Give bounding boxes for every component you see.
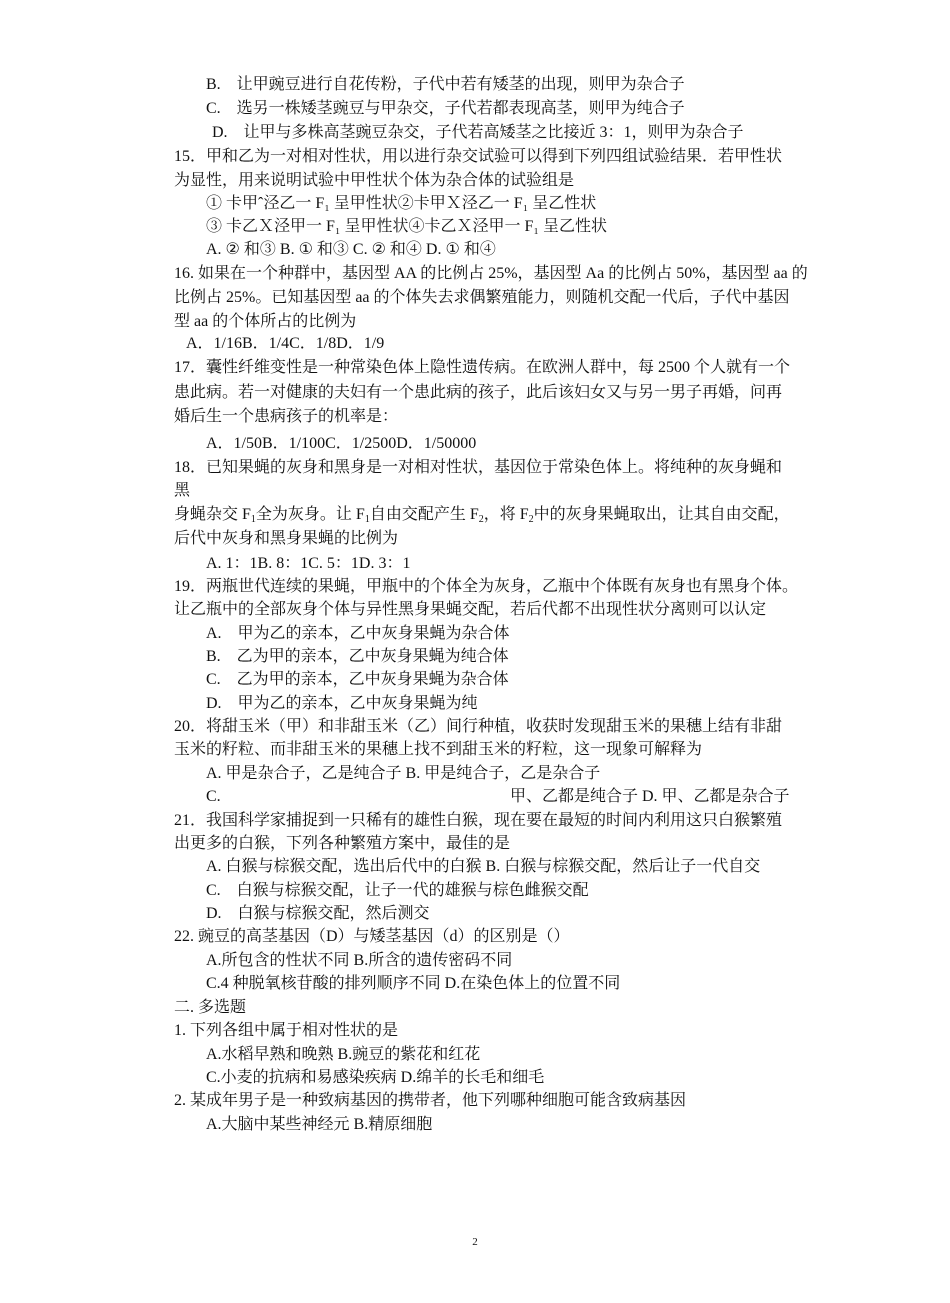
q18-text: 中的灰身果蝇取出，让其自由交配， xyxy=(533,506,790,523)
q17-stem-line-1: 17．囊性纤维变性是一种常染色体上隐性遗传病。在欧洲人群中，每 2500 个人就有一个 xyxy=(174,359,791,376)
q19-option-b: B. 乙为甲的亲本，乙中灰身果蝇为纯合体 xyxy=(206,648,509,665)
q16-options: A．1/16B．1/4C．1/8D．1/9 xyxy=(186,335,385,352)
q18-subscript: 1 xyxy=(250,514,256,525)
q21-options-ab: A. 白猴与棕猴交配，选出后代中的白猴 B. 白猴与棕猴交配，然后让子一代自交 xyxy=(206,858,761,875)
q18-text: 身蝇杂交 F xyxy=(174,506,251,523)
q18-stem-line-2: 黑 xyxy=(174,482,191,499)
q15-cross-row-2: ③ 卡乙Ｘ泾甲一 F₁ 呈甲性状④卡乙Ｘ泾甲一 F₁ 呈乙性状 xyxy=(206,218,607,235)
q20-stem-line-1: 20．将甜玉米（甲）和非甜玉米（乙）间行种植，收获时发现甜玉米的果穗上结有非甜 xyxy=(174,718,783,735)
q18-options: A. 1：1B. 8：1C. 5：1D. 3：1 xyxy=(206,555,411,572)
m2-options-ab: A.大脑中某些神经元 B.精原细胞 xyxy=(206,1116,433,1133)
q17-stem-line-2: 患此病。若一对健康的夫妇有一个患此病的孩子，此后该妇女又与另一男子再婚，问再 xyxy=(174,384,783,401)
q18-subscript: 2 xyxy=(528,514,534,525)
q15-cross-row-1: ① 卡甲ˆ泾乙一 F₁ 呈甲性状②卡甲Ｘ泾乙一 F₁ 呈乙性状 xyxy=(206,195,597,212)
q17-stem-line-3: 婚后生一个患病孩子的机率是： xyxy=(174,408,399,425)
q21-stem-line-2: 出更多的白猴，下列各种繁殖方案中，最佳的是 xyxy=(174,835,511,852)
q20-option-c-label: C. xyxy=(206,788,221,805)
m1-stem: 1. 下列各组中属于相对性状的是 xyxy=(174,1022,399,1039)
q18-stem-line-4: 后代中灰身和黑身果蝇的比例为 xyxy=(174,530,399,547)
q18-text: ，将 F xyxy=(483,506,529,523)
q18-text: 全为灰身。让 F xyxy=(255,506,365,523)
q16-stem-line-2: 比例占 25%。已知基因型 aa 的个体失去求偶繁殖能力，则随机交配一代后，子代中基因 xyxy=(174,289,790,306)
q15-stem-line-1: 15．甲和乙为一对相对性状，用以进行杂交试验可以得到下列四组试验结果．若甲性状 xyxy=(174,148,783,165)
q19-option-c: C. 乙为甲的亲本，乙中灰身果蝇为杂合体 xyxy=(206,671,509,688)
q19-option-a: A. 甲为乙的亲本，乙中灰身果蝇为杂合体 xyxy=(206,625,510,642)
q15-options: A. ② 和③ B. ① 和③ C. ② 和④ D. ① 和④ xyxy=(206,241,496,258)
q21-option-c: C. 白猴与棕猴交配，让子一代的雄猴与棕色雌猴交配 xyxy=(206,882,589,899)
q19-stem-line-1: 19．两瓶世代连续的果蝇，甲瓶中的个体全为灰身，乙瓶中个体既有灰身也有黑身个体。 xyxy=(174,578,799,595)
q22-options-cd: C.4 种脱氧核苷酸的排列顺序不同 D.在染色体上的位置不同 xyxy=(206,975,621,992)
q14-option-b: B. 让甲豌豆进行自花传粉，子代中若有矮茎的出现，则甲为杂合子 xyxy=(206,76,685,93)
q22-options-ab: A.所包含的性状不同 B.所含的遗传密码不同 xyxy=(206,952,513,969)
q15-stem-line-2: 为显性，用来说明试验中甲性状个体为杂合体的试验组是 xyxy=(174,172,575,189)
q16-stem-line-3: 型 aa 的个体所占的比例为 xyxy=(174,313,357,330)
q20-options-ab: A. 甲是杂合子，乙是纯合子 B. 甲是纯合子，乙是杂合子 xyxy=(206,765,601,782)
q20-stem-line-2: 玉米的籽粒、而非甜玉米的果穗上找不到甜玉米的籽粒，这一现象可解释为 xyxy=(174,741,703,758)
q14-option-d: D. 让甲与多株高茎豌豆杂交，子代若高矮茎之比接近 3：1，则甲为杂合子 xyxy=(212,124,744,141)
q16-stem-line-1: 16. 如果在一个种群中，基因型 AA 的比例占 25%，基因型 Aa 的比例占 50%，基因型 aa 的 xyxy=(174,265,808,282)
q18-text: 自由交配产生 F xyxy=(369,506,479,523)
q19-option-d: D. 甲为乙的亲本，乙中灰身果蝇为纯 xyxy=(206,695,478,712)
q21-stem-line-1: 21．我国科学家捕捉到一只稀有的雄性白猴，现在要在最短的时间内利用这只白猴繁殖 xyxy=(174,812,783,829)
page-number: 2 xyxy=(472,1236,478,1248)
q18-stem-line-3 xyxy=(174,504,790,531)
q21-option-d: D. 白猴与棕猴交配，然后测交 xyxy=(206,905,430,922)
m1-options-ab: A.水稻早熟和晚熟 B.豌豆的紫花和红花 xyxy=(206,1046,481,1063)
q22-stem: 22. 豌豆的高茎基因（D）与矮茎基因（d）的区别是（） xyxy=(174,928,570,945)
q14-option-c: C. 选另一株矮茎豌豆与甲杂交，子代若都表现高茎，则甲为纯合子 xyxy=(206,100,685,117)
q19-stem-line-2: 让乙瓶中的全部灰身个体与异性黑身果蝇交配，若后代都不出现性状分离则可以认定 xyxy=(174,601,767,618)
q18-subscript: 2 xyxy=(478,514,484,525)
m2-stem: 2. 某成年男子是一种致病基因的携带者，他下列哪种细胞可能含致病基因 xyxy=(174,1092,687,1109)
m1-options-cd: C.小麦的抗病和易感染疾病 D.绵羊的长毛和细毛 xyxy=(206,1069,545,1086)
q20-options-cd: 甲、乙都是纯合子 D. 甲、乙都是杂合子 xyxy=(510,788,790,805)
q18-subscript: 1 xyxy=(364,514,370,525)
q17-options: A．1/50B．1/100C．1/2500D．1/50000 xyxy=(206,435,477,452)
section-heading-multiple-choice: 二. 多选题 xyxy=(174,999,247,1016)
q18-stem-line-1: 18．已知果蝇的灰身和黑身是一对相对性状，基因位于常染色体上。将纯种的灰身蝇和 xyxy=(174,459,783,476)
